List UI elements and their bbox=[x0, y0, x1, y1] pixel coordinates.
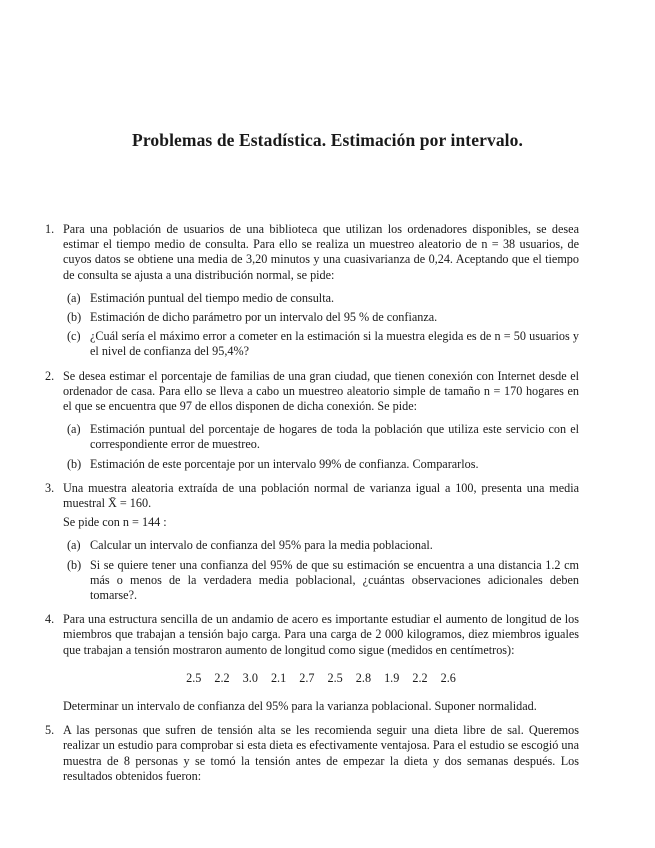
problem-number: 3. bbox=[45, 480, 55, 495]
data-value: 1.9 bbox=[384, 670, 400, 685]
data-value: 2.5 bbox=[327, 670, 343, 685]
sub-question-list bbox=[63, 291, 579, 360]
problem-statement: Se desea estimar el porcentaje de familias de una gran ciudad, que tienen conexión con Internet desde el ordenador de casa. Para ello se lleva a cabo un muestreo aleatorio simple de tamaño n = 170 hogares en el que se encuentra que 97 de ellos disponen de dicha conexión. Se pide: bbox=[63, 368, 579, 414]
page-title: Problemas de Estadística. Estimación por intervalo. bbox=[132, 130, 523, 150]
problem-1 bbox=[45, 222, 579, 360]
problem-5 bbox=[45, 723, 579, 784]
problem-4 bbox=[45, 612, 579, 714]
problem-number: 5. bbox=[45, 723, 55, 738]
problem-number: 1. bbox=[45, 222, 55, 236]
problem-instruction: Se pide con n = 144 : bbox=[63, 515, 167, 530]
data-value: 2.2 bbox=[214, 670, 230, 685]
sub-question bbox=[63, 310, 579, 325]
sub-question bbox=[63, 538, 579, 553]
sub-question-label: (b) bbox=[67, 310, 82, 325]
sub-question-label: (c) bbox=[67, 329, 81, 344]
sub-question-label: (b) bbox=[67, 456, 82, 471]
problem-list bbox=[45, 222, 579, 793]
sub-question bbox=[63, 329, 579, 359]
problem-number: 2. bbox=[45, 368, 55, 383]
sub-question-text: Si se quiere tener una confianza del 95% de que su estimación se encuentra a una distancia 1.2 cm más o menos de la verdadera media poblacional, ¿cuántas observaciones adicionales deben tomarse?. bbox=[90, 557, 579, 603]
problem-3 bbox=[45, 481, 579, 603]
sub-question-text: Estimación de este porcentaje por un intervalo 99% de confianza. Compararlos. bbox=[90, 456, 479, 471]
sub-question bbox=[63, 457, 579, 472]
sub-question-text: ¿Cuál sería el máximo error a cometer en la estimación si la muestra elegida es de n = 50 usuarios y el nivel de confianza del 95,4%? bbox=[90, 329, 579, 359]
sub-question-list bbox=[63, 422, 579, 472]
problem-statement: Una muestra aleatoria extraída de una población normal de varianza igual a 100, presenta una media muestral X̄ = 160. bbox=[63, 480, 579, 511]
problem-statement: Para una estructura sencilla de un andamio de acero es importante estudiar el aumento de longitud de los miembros que trabajan a tensión bajo carga. Para una carga de 2 000 kilogramos, diez miembros iguales que trabajan a tensión mostraron aumento de longitud como sigue (medidos en centímetros): bbox=[63, 612, 579, 657]
data-value: 3.0 bbox=[242, 670, 258, 685]
sub-question-text: Estimación puntual del porcentaje de hogares de toda la población que utiliza este servicio con el correspondiente error de muestreo. bbox=[90, 422, 579, 452]
data-value: 2.1 bbox=[270, 670, 287, 685]
sub-question-label: (b) bbox=[67, 557, 82, 572]
data-value: 2.6 bbox=[440, 670, 456, 685]
problem-statement: A las personas que sufren de tensión alta se les recomienda seguir una dieta libre de sal. Queremos realizar un estudio para comprobar si esta dieta es efectivamente ventajosa. Para el estudio se escogió una muestra de 8 personas y se tomó la tensión antes de empezar la dieta y dos semanas después. Los resultados obtenidos fueron: bbox=[63, 723, 579, 783]
data-value: 2.5 bbox=[186, 670, 202, 685]
problem-statement: Para una población de usuarios de una biblioteca que utilizan los ordenadores disponibles, se desea estimar el tiempo medio de consulta. Para ello se realiza un muestreo aleatorio de n = 38 usuarios, de cuyos datos se obtiene una media de 3,20 minutos y una cuasivarianza de 0,24. Aceptando que el tiempo de consulta se ajusta a una distribución normal, se pide: bbox=[63, 222, 579, 282]
sub-question-label: (a) bbox=[67, 422, 81, 437]
problem-number: 4. bbox=[45, 612, 55, 627]
sub-question bbox=[63, 291, 579, 306]
sub-question-label: (a) bbox=[67, 290, 81, 305]
problem-question: Determinar un intervalo de confianza del 95% para la varianza poblacional. Suponer normalidad. bbox=[63, 699, 537, 714]
sub-question-text: Estimación de dicho parámetro por un intervalo del 95 % de confianza. bbox=[90, 310, 438, 325]
data-value: 2.2 bbox=[412, 670, 428, 685]
sub-question bbox=[63, 558, 579, 604]
sub-question-list bbox=[63, 538, 579, 603]
sub-question-text: Estimación puntual del tiempo medio de consulta. bbox=[90, 290, 335, 305]
data-value: 2.8 bbox=[355, 670, 372, 685]
data-value: 2.7 bbox=[299, 670, 315, 685]
problem-2 bbox=[45, 369, 579, 472]
sub-question bbox=[63, 422, 579, 452]
measurement-data-row bbox=[63, 671, 579, 686]
sub-question-label: (a) bbox=[67, 538, 81, 553]
sub-question-text: Calcular un intervalo de confianza del 95% para la media poblacional. bbox=[90, 538, 433, 553]
